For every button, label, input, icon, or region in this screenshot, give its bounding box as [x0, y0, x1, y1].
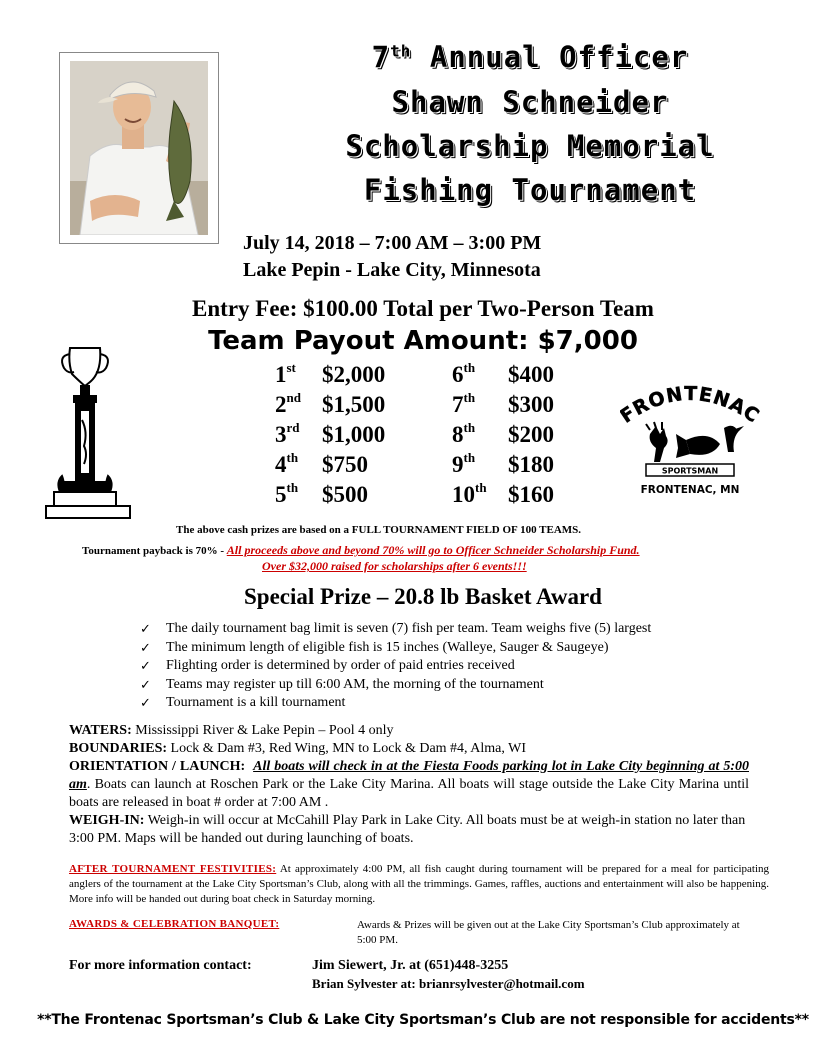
prize-place: 4	[275, 452, 287, 477]
prize-place-suffix: nd	[286, 390, 301, 405]
prize-amount: $1,500	[322, 392, 386, 417]
boundaries-label: BOUNDARIES:	[69, 741, 168, 756]
event-date-time: July 14, 2018 – 7:00 AM – 3:00 PM	[243, 232, 542, 254]
weighin-label: WEIGH-IN:	[69, 813, 145, 828]
orientation-checkin: All boats will check in at the Fiesta Foods parking lot in Lake City beginning at 5:00 am	[69, 759, 749, 792]
team-payout: Team Payout Amount: $7,000	[208, 326, 638, 356]
logo-caption: FRONTENAC, MN	[640, 484, 740, 496]
check-icon: ✓	[140, 676, 151, 692]
prize-place: 10	[452, 482, 475, 507]
prize-place: 5	[275, 482, 287, 507]
prize-row	[452, 392, 475, 418]
banquet-text: Awards & Prizes will be given out at the Lake City Sportsman’s Club approximately at 5:00 PM.	[357, 919, 740, 946]
prize-place: 8	[452, 422, 464, 447]
prize-amount: $2,000	[322, 362, 386, 387]
rule-item	[140, 694, 780, 713]
title-line-3: Scholarship Memorial	[345, 129, 715, 163]
disclaimer: **The Frontenac Sportsman’s Club & Lake City Sportsman’s Club are not responsible for accidents**	[37, 1012, 809, 1028]
contact-jim: Jim Siewert, Jr. at (651)448-3255	[312, 958, 509, 973]
prize-row	[452, 362, 475, 388]
prize-row	[275, 452, 298, 478]
title-line-2: Shawn Schneider	[391, 85, 669, 119]
prize-place-suffix: th	[463, 450, 476, 465]
rule-text: Flighting order is determined by order of paid entries received	[166, 658, 515, 673]
angler-photo	[59, 52, 219, 244]
prize-place-suffix: st	[286, 360, 296, 375]
trophy-icon	[40, 342, 140, 527]
payback-scholarship-link: All proceeds above and beyond 70% will go to Officer Schneider Scholarship Fund.	[226, 543, 640, 557]
prize-amount: $180	[508, 452, 554, 477]
payback-prefix: Tournament payback is 70% -	[82, 545, 227, 557]
prize-place-suffix: th	[286, 450, 299, 465]
prize-amount: $750	[322, 452, 368, 477]
after-festivities: AFTER TOURNAMENT FESTIVITIES: At approximately 4:00 PM, all fish caught during tournament will be prepared for a meal for participating anglers of the tournament at the Lake City Sportsman’s Club, along with all the trimmings. Games, raffles, auctions and entertainment will also be happening. More info will be handed out during boat check in Saturday morning.	[69, 863, 770, 905]
prize-row	[275, 482, 298, 508]
prize-row	[452, 482, 487, 508]
check-icon: ✓	[140, 639, 151, 655]
contact-label: For more information contact:	[69, 958, 252, 973]
prize-place: 9	[452, 452, 464, 477]
weighin-paragraph: WEIGH-IN: Weigh-in will occur at McCahill Play Park in Lake City. All boats must be at weigh-in station no later than 3:00 PM. Maps will be handed out during launching of boats.	[69, 813, 746, 846]
rule-text: The daily tournament bag limit is seven (7) fish per team. Team weighs five (5) largest	[166, 621, 652, 636]
prize-place-suffix: rd	[286, 420, 300, 435]
rule-text: Tournament is a kill tournament	[166, 695, 346, 710]
prize-place-suffix: th	[475, 480, 487, 495]
title-line-1: 7th Annual Officer	[371, 40, 689, 74]
rule-text: Teams may register up till 6:00 AM, the morning of the tournament	[166, 676, 544, 692]
title-line-4: Fishing Tournament	[363, 173, 697, 207]
prize-row	[275, 392, 301, 418]
contact-brian: Brian Sylvester at: brianrsylvester@hotmail.com	[312, 976, 585, 991]
prize-row	[452, 422, 475, 448]
waters-label: WATERS:	[69, 723, 132, 738]
svg-text:FRONTENAC	[620, 383, 760, 428]
raised-note	[262, 557, 527, 575]
prize-amount: $400	[508, 362, 554, 387]
prize-place: 7	[452, 392, 464, 417]
rules-list	[140, 620, 780, 713]
boundaries-line: BOUNDARIES: Lock & Dam #3, Red Wing, MN to Lock & Dam #4, Alma, WI	[69, 741, 526, 756]
rule-item	[140, 620, 780, 639]
prize-amount: $1,000	[322, 422, 386, 447]
logo-arc-text: RONTENA	[629, 382, 750, 421]
prize-place: 6	[452, 362, 464, 387]
waters-line: WATERS: Mississippi River & Lake Pepin – Pool 4 only	[69, 723, 394, 738]
prize-amount: $160	[508, 482, 554, 507]
prize-row	[452, 452, 475, 478]
rule-item	[140, 676, 780, 695]
check-icon: ✓	[140, 621, 151, 636]
orientation-paragraph: ORIENTATION / LAUNCH: All boats will check in at the Fiesta Foods parking lot in Lake City beginning at 5:00 am. Boats can launch at Roschen Park or the Lake City Marina. All boats will stage outside the Lake City Marina until boats are released in boat # order at 7:00 AM .	[69, 759, 749, 810]
prize-row	[275, 422, 300, 448]
prize-amount: $200	[508, 422, 554, 447]
rule-text: The minimum length of eligible fish is 15 inches (Walleye, Sauger & Saugeye)	[166, 639, 609, 655]
special-prize-heading: Special Prize – 20.8 lb Basket Award	[244, 584, 602, 609]
prize-amount: $300	[508, 392, 554, 417]
prize-place-suffix: th	[463, 360, 476, 375]
check-icon: ✓	[140, 658, 151, 673]
prize-place: 1	[275, 362, 287, 387]
prize-place: 2	[275, 392, 287, 417]
prize-place-suffix: th	[463, 390, 476, 405]
rule-item	[140, 639, 780, 658]
event-location: Lake Pepin - Lake City, Minnesota	[243, 259, 541, 281]
logo-banner-text: SPORTSMAN	[661, 466, 719, 476]
field-note: The above cash prizes are based on a FULL TOURNAMENT FIELD OF 100 TEAMS.	[176, 524, 582, 536]
banquet-label: AWARDS & CELEBRATION BANQUET:	[69, 918, 280, 930]
check-icon: ✓	[140, 695, 151, 710]
frontenac-logo	[620, 382, 760, 497]
orientation-label: ORIENTATION / LAUNCH:	[69, 759, 246, 774]
prize-place: 3	[275, 422, 287, 447]
entry-fee: Entry Fee: $100.00 Total per Two-Person Team	[192, 296, 654, 321]
raised-amount-link: Over $32,000 raised for scholarships after 6 events!!!	[262, 559, 527, 573]
prize-row	[275, 362, 296, 388]
after-festivities-label: AFTER TOURNAMENT FESTIVITIES:	[69, 863, 277, 875]
rule-item	[140, 657, 780, 676]
prize-place-suffix: th	[463, 420, 476, 435]
prize-place-suffix: th	[286, 480, 299, 495]
prize-amount: $500	[322, 482, 368, 507]
